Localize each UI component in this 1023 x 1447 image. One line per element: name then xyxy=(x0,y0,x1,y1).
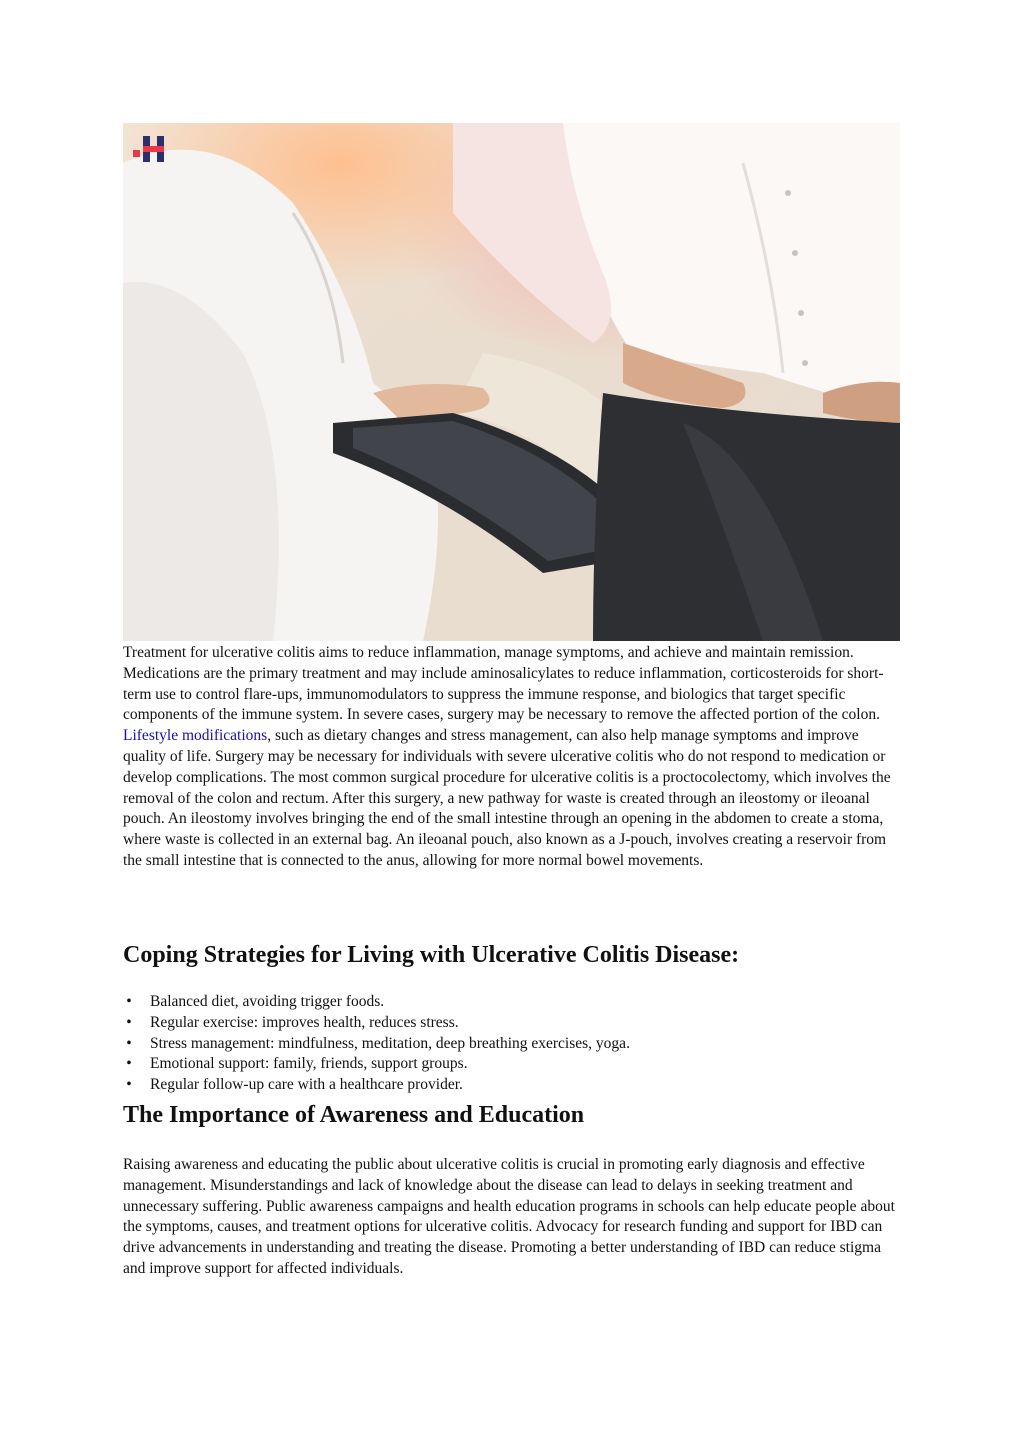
treatment-paragraph xyxy=(123,643,900,872)
lifestyle-modifications-link[interactable]: Lifestyle modifications xyxy=(123,727,268,745)
list-item-text: Balanced diet, avoiding trigger foods. xyxy=(150,993,385,1010)
awareness-paragraph: Raising awareness and educating the public about ulcerative colitis is crucial in promoting early diagnosis and effective management. Misunderstandings and lack of knowledge about the disease can lead to delays in seeking treatment and unnecessary suffering. Public awareness campaigns and health education programs in schools can help educate people about the symptoms, causes, and treatment options for ulcerative colitis. Advocacy for research funding and support for IBD can drive advancements in understanding and treating the disease. Promoting a better understanding of IBD can reduce stigma and improve support for affected individuals. xyxy=(123,1156,895,1277)
bullet-icon: • xyxy=(126,1076,132,1094)
coping-strategies-list xyxy=(123,992,883,1096)
list-item xyxy=(123,1075,883,1096)
bullet-icon: • xyxy=(126,1034,132,1052)
list-item xyxy=(123,992,883,1013)
bullet-icon: • xyxy=(126,1013,132,1031)
list-item xyxy=(123,1034,883,1055)
list-item xyxy=(123,1013,883,1034)
doctor-patient-photo xyxy=(123,123,900,641)
bullet-icon: • xyxy=(126,993,132,1010)
list-item-text: Regular follow-up care with a healthcare provider. xyxy=(150,1076,463,1094)
list-item xyxy=(123,1054,883,1075)
list-item-text: Regular exercise: improves health, reduces stress. xyxy=(150,1013,459,1031)
photo-illustration xyxy=(123,123,900,641)
treatment-text-end: , such as dietary changes and stress management, can also help manage symptoms and improve quality of life. Surgery may be necessary for individuals with severe ulcerative colitis who do not respond to medication or develop complications. The most common surgical procedure for ulcerative colitis is a proctocolectomy, which involves the removal of the colon and rectum. After this surgery, a new pathway for waste is created through an ileostomy or ileoanal pouch. An ileostomy involves bringing the end of the small intestine through an opening in the abdomen to create a stoma, where waste is collected in an external bag. An ileoanal pouch, also known as a J-pouch, involves creating a reservoir from the small intestine that is connected to the anus, allowing for more normal bowel movements. xyxy=(123,727,891,869)
bullet-icon: • xyxy=(126,1055,132,1073)
list-item-text: Emotional support: family, friends, support groups. xyxy=(150,1055,468,1073)
awareness-education-heading: The Importance of Awareness and Education xyxy=(123,1102,585,1128)
treatment-text-start: Treatment for ulcerative colitis aims to reduce inflammation, manage symptoms, and achieve and maintain remission. Medications are the primary treatment and may include aminosalicylates to reduce inflammation, corticosteroids for short-term use to control flare-ups, immunomodulators to suppress the immune response, and biologics that target specific components of the immune system. In severe cases, surgery may be necessary to remove the affected portion of the colon. xyxy=(123,644,884,724)
h-logo-icon xyxy=(130,133,168,165)
list-item-text: Stress management: mindfulness, meditation, deep breathing exercises, yoga. xyxy=(150,1034,630,1052)
coping-strategies-heading: Coping Strategies for Living with Ulcerative Colitis Disease: xyxy=(123,942,740,968)
